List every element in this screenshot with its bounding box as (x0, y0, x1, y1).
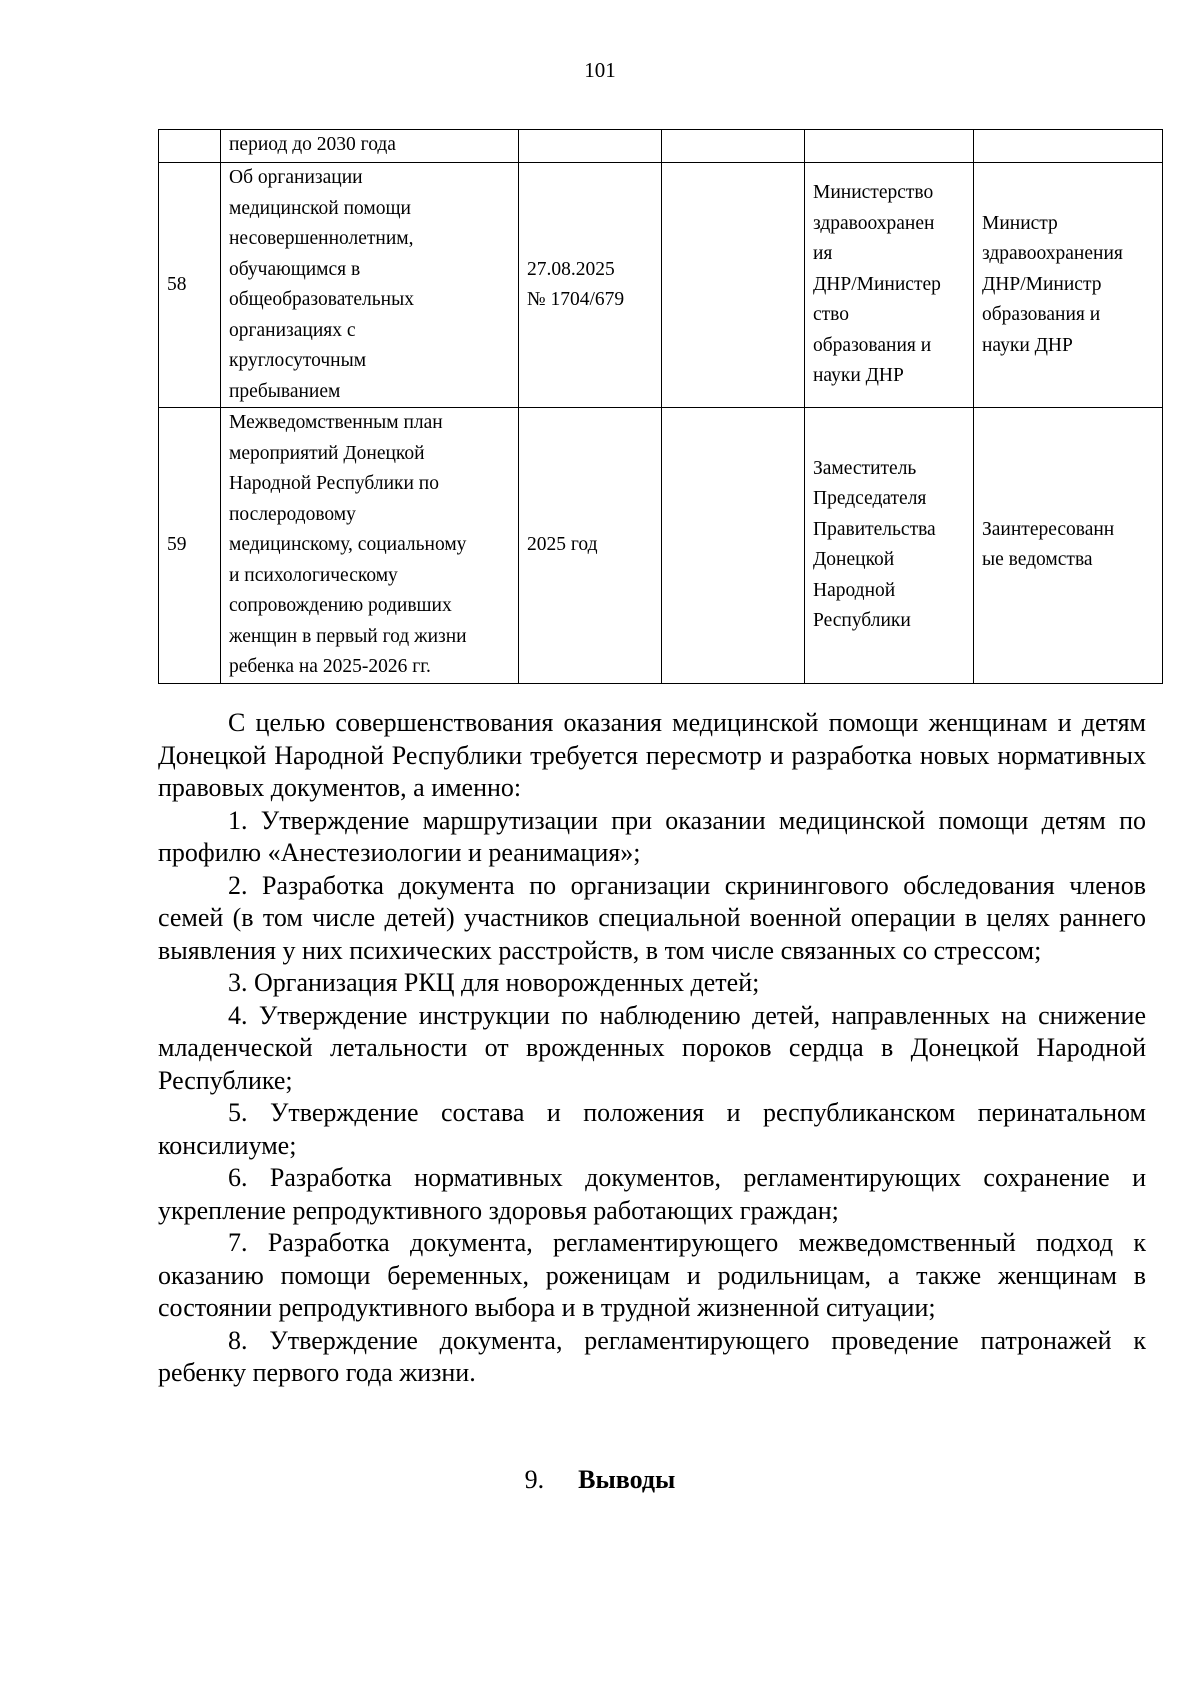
list-item: 1. Утверждение маршрутизации при оказании медицинской помощи детям по профилю «Анестезиологии и реанимация»; (158, 805, 1146, 867)
empty-cell (662, 163, 805, 408)
list-item: 4. Утверждение инструкции по наблюдению детей, направленных на снижение младенческой летальности от врожденных пороков сердца в Донецкой Народной Республике; (158, 1000, 1146, 1095)
body-text (158, 707, 1146, 1390)
responsible-cell: Заместитель Председателя Правительства Донецкой Народной Республики (805, 408, 974, 684)
row-number-cell (159, 130, 221, 163)
intro-paragraph: С целью совершенствования оказания медицинской помощи женщинам и детям Донецкой Народной Республики требуется пересмотр и разработка новых нормативных правовых документов, а именно: (158, 708, 1146, 802)
row-number-cell: 59 (159, 408, 221, 684)
page-number: 101 (584, 58, 616, 82)
responsible-cell: Министерство здравоохранен ия ДНР/Министер ство образования и науки ДНР (805, 163, 974, 408)
table-row (159, 163, 1163, 408)
list-item: 6. Разработка нормативных документов, регламентирующих сохранение и укрепление репродуктивного здоровья работающих граждан; (158, 1163, 1146, 1225)
table-row (159, 130, 1163, 163)
date-cell (519, 130, 662, 163)
responsible-cell (805, 130, 974, 163)
row-number-cell: 58 (159, 163, 221, 408)
empty-cell (662, 130, 805, 163)
list-item: 7. Разработка документа, регламентирующего межведомственный подход к оказанию помощи беременных, роженицам и родильницам, а также женщинам в состоянии репродуктивного выбора и в трудной жизненной ситуации; (158, 1228, 1146, 1322)
section-title: Выводы (578, 1465, 676, 1494)
measures-table (158, 129, 1163, 684)
empty-cell (662, 408, 805, 684)
list-item: 5. Утверждение состава и положения и республиканском перинатальном консилиуме; (158, 1098, 1146, 1160)
section-number: 9. (524, 1465, 545, 1494)
list-item: 2. Разработка документа по организации скринингового обследования членов семей (в том числе детей) участников специальной военной операции в целях раннего выявления у них психических расстройств, в том числе связанных со стрессом; (158, 870, 1146, 965)
list-item: 8. Утверждение документа, регламентирующего проведение патронажей к ребенку первого года жизни. (158, 1325, 1146, 1387)
date-cell: 2025 год (519, 408, 662, 684)
list-item: 3. Организация РКЦ для новорожденных детей; (228, 968, 760, 997)
section-heading (0, 1464, 1200, 1496)
document-name-cell: период до 2030 года (221, 130, 519, 163)
executor-cell: Заинтересованн ые ведомства (974, 408, 1163, 684)
document-name-cell: Межведомственным план мероприятий Донецкой Народной Республики по послеродовому медицинскому, социальному и психологическому сопровождению родивших женщин в первый год жизни ребенка на 2025-2026 гг. (221, 408, 519, 684)
date-cell: 27.08.2025 № 1704/679 (519, 163, 662, 408)
table-row (159, 408, 1163, 684)
executor-cell (974, 130, 1163, 163)
executor-cell: Министр здравоохранения ДНР/Министр образования и науки ДНР (974, 163, 1163, 408)
document-name-cell: Об организации медицинской помощи несовершеннолетним, обучающимся в общеобразовательных организациях с круглосуточным пребыванием (221, 163, 519, 408)
